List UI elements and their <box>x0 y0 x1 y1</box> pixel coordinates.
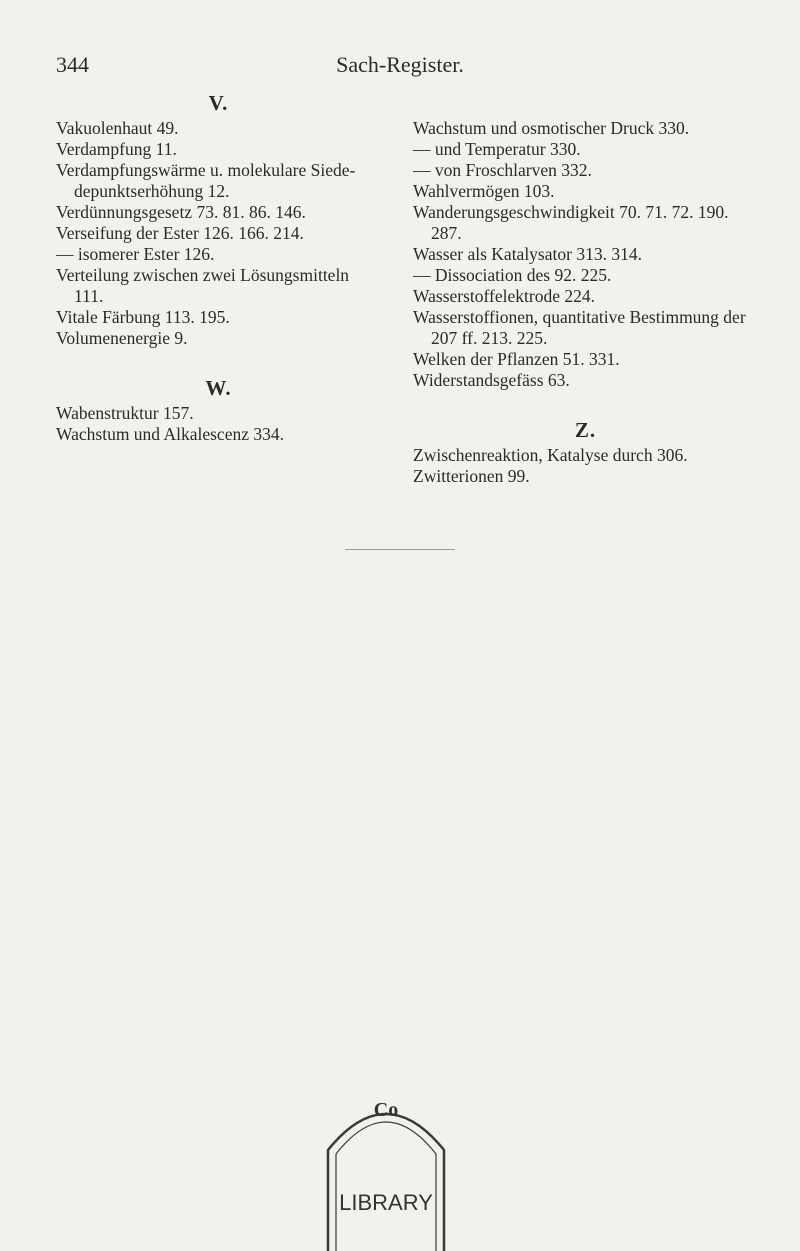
index-entry: Verdünnungsgesetz 73. 81. 86. 146. <box>56 202 306 222</box>
index-entry: Wachstum und Alkalescenz 334. <box>56 424 284 444</box>
index-entry: Verteilung zwischen zwei Lösungsmitteln 111. <box>56 265 350 306</box>
section-letter-w: W. <box>205 376 232 400</box>
index-entry: Vitale Färbung 113. 195. <box>56 307 230 327</box>
section-letter-z: Z. <box>574 418 597 442</box>
stamp-label: LIBRARY <box>339 1190 433 1215</box>
index-entry: Verseifung der Ester 126. 166. 214. <box>56 223 304 243</box>
library-stamp-graphic <box>306 1070 466 1251</box>
index-entry: Wanderungsgeschwindigkeit 70. 71. 72. 190. 287. <box>413 202 729 243</box>
library-stamp <box>306 1070 466 1251</box>
index-entry: Welken der Pflanzen 51. 331. <box>413 349 620 369</box>
section-letter-v: V. <box>208 91 229 115</box>
left-column <box>56 88 381 445</box>
index-entry: Wachstum und osmotischer Druck 330. <box>413 118 690 138</box>
entries-w-continued <box>413 118 758 391</box>
entries-v <box>56 118 381 349</box>
index-entry: Volumenenergie 9. <box>56 328 188 348</box>
index-entry: Wasserstoffelektrode 224. <box>413 286 595 306</box>
index-entry: — isomerer Ester 126. <box>56 244 215 264</box>
index-entry: Wasserstoffionen, quantitative Bestimmung der 207 ff. 213. 225. <box>413 307 746 348</box>
index-entry: Wabenstruktur 157. <box>56 403 194 423</box>
index-entry: Wahlvermögen 103. <box>413 181 555 201</box>
section-letter-continued <box>413 88 758 118</box>
index-entry: Widerstandsgefäss 63. <box>413 370 570 390</box>
index-entry: Verdampfung 11. <box>56 139 177 159</box>
page-number: 344 <box>56 52 89 77</box>
end-rule <box>345 549 455 550</box>
index-entry: Zwischenreaktion, Katalyse durch 306. <box>413 445 688 465</box>
index-entry: Vakuolenhaut 49. <box>56 118 179 138</box>
entries-z <box>413 445 758 487</box>
entries-w <box>56 403 381 445</box>
running-title: Sach-Register. <box>336 52 464 77</box>
index-entry: — und Temperatur 330. <box>413 139 581 159</box>
index-entry: — von Froschlarven 332. <box>413 160 592 180</box>
index-entry: Verdampfungswärme u. molekulare Siede-depunktserhöhung 12. <box>56 160 356 201</box>
index-entry: Zwitterionen 99. <box>413 466 530 486</box>
index-entry: Wasser als Katalysator 313. 314. <box>413 244 642 264</box>
index-entry: — Dissociation des 92. 225. <box>413 265 612 285</box>
stamp-arc-text: Co <box>373 1099 399 1121</box>
right-column <box>413 88 758 487</box>
